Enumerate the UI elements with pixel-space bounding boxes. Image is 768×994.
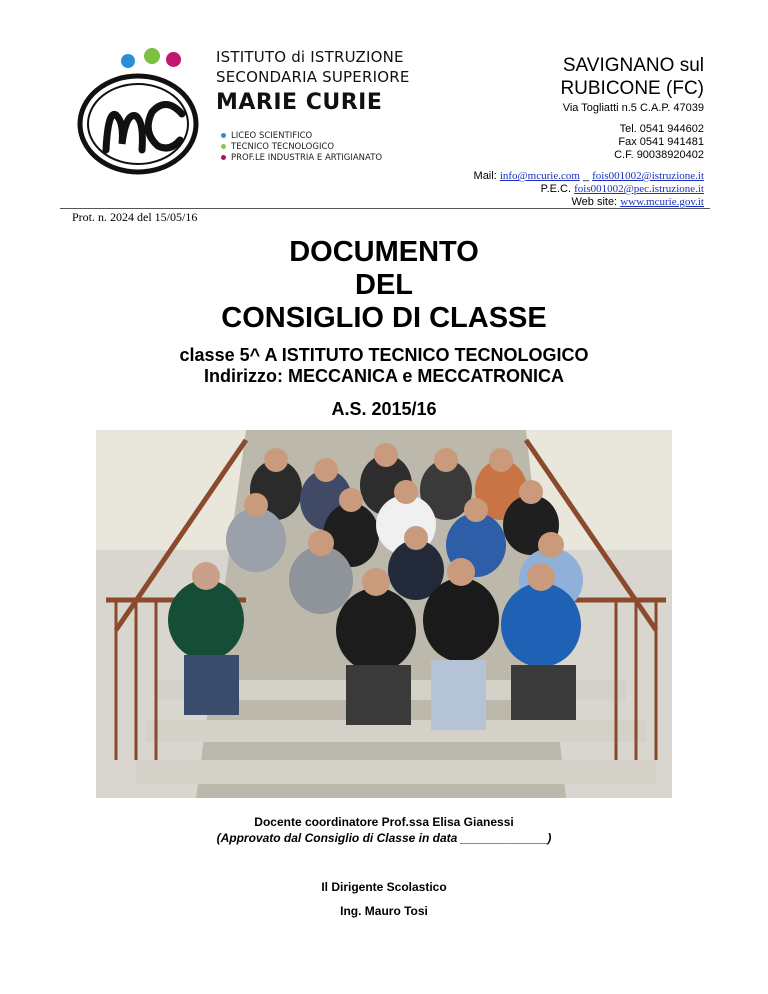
school-logo [66, 40, 432, 180]
street: Via Togliatti n.5 C.A.P. 47039 [562, 102, 704, 114]
mail-label: Mail: [473, 170, 500, 182]
web-label: Web site: [571, 196, 621, 208]
coordinator-line: Docente coordinatore Prof.ssa Elisa Gianessi [254, 815, 514, 829]
mail-link-istruzione[interactable]: fois001002@istruzione.it [592, 170, 704, 182]
track-professionale: PROF.LE INDUSTRIA E ARTIGIANATO [221, 153, 382, 163]
approval-line: (Approvato dal Consiglio di Classe in data _____________) [216, 831, 552, 845]
green-dot-icon [144, 48, 160, 64]
mail-line [384, 170, 704, 183]
fiscal-code: C.F. 90038920402 [614, 149, 704, 161]
class-line: classe 5^ A ISTITUTO TECNICO TECNOLOGICO [179, 345, 589, 365]
city-line2: RUBICONE (FC) [560, 78, 704, 99]
fax: Fax 0541 941481 [618, 136, 704, 148]
title-line2: DEL [355, 269, 413, 301]
track-tecnico: TECNICO TECNOLOGICO [221, 142, 334, 152]
magenta-dot-icon [166, 52, 181, 67]
track-bullet-icon [221, 144, 226, 149]
track-liceo: LICEO SCIENTIFICO [221, 131, 312, 141]
mail-separator: _ [579, 170, 593, 182]
track-bullet-icon [221, 155, 226, 160]
header-divider [60, 208, 710, 209]
class-photo [96, 430, 672, 798]
pec-label: P.E.C. [540, 183, 575, 195]
school-year: A.S. 2015/16 [331, 399, 437, 419]
blue-dot-icon [121, 54, 135, 68]
mail-link-info[interactable]: info@mcurie.com [499, 170, 580, 182]
title-line3: CONSIGLIO DI CLASSE [221, 302, 547, 334]
principal-title: Il Dirigente Scolastico [321, 880, 447, 894]
institute-line1: ISTITUTO di ISTRUZIONE [216, 48, 404, 66]
institute-name: MARIE CURIE [216, 90, 383, 115]
institute-line2: SECONDARIA SUPERIORE [216, 68, 410, 86]
title-line1: DOCUMENTO [289, 236, 479, 268]
principal-name: Ing. Mauro Tosi [340, 904, 428, 918]
city-line1: SAVIGNANO sul [562, 55, 704, 76]
telephone: Tel. 0541 944602 [619, 123, 704, 135]
pec-line [384, 183, 704, 196]
website-link[interactable]: www.mcurie.gov.it [620, 196, 704, 208]
track-bullet-icon [221, 133, 226, 138]
protocol-number: Prot. n. 2024 del 15/05/16 [72, 210, 198, 224]
indirizzo-line: Indirizzo: MECCANICA e MECCATRONICA [204, 366, 564, 386]
pec-link[interactable]: fois001002@pec.istruzione.it [574, 183, 704, 195]
mc-logo-emblem [66, 40, 216, 180]
school-address [384, 54, 704, 209]
